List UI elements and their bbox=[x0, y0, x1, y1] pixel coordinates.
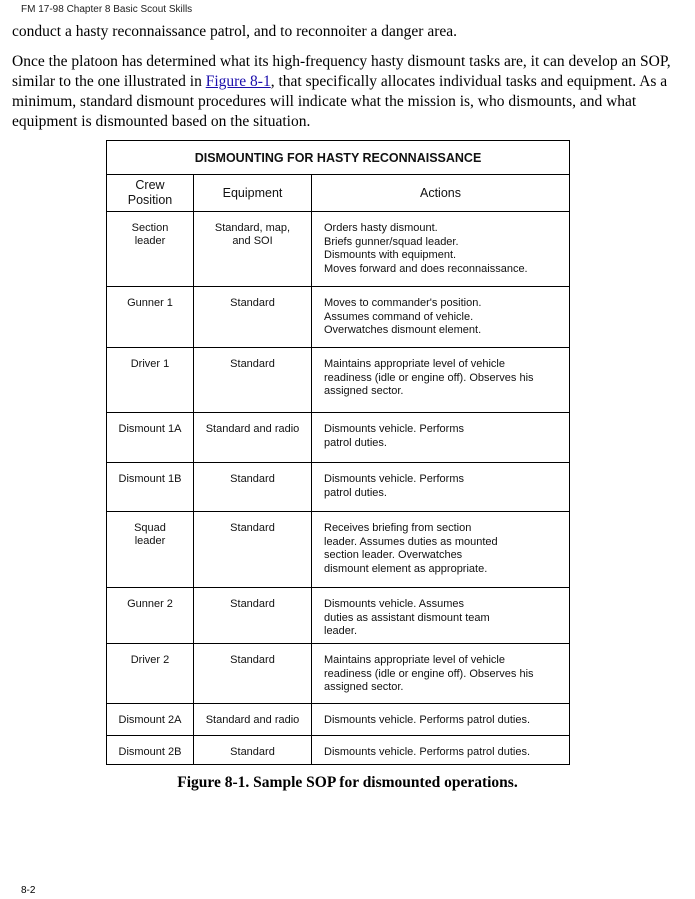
crew-position-cell-text: Driver 2 bbox=[130, 654, 170, 666]
running-header: FM 17-98 Chapter 8 Basic Scout Skills bbox=[21, 4, 193, 15]
equipment-cell-text: Standard bbox=[230, 654, 275, 666]
crew-position-cell bbox=[107, 463, 194, 512]
actions-cell bbox=[312, 512, 570, 588]
actions-cell-text: Maintains appropriate level of vehicle readiness (idle or engine off). Observes his assigned sector. bbox=[324, 358, 534, 397]
actions-cell-text: Moves to commander's position. Assumes command of vehicle. Overwatches dismount element. bbox=[324, 297, 482, 336]
equipment-cell bbox=[194, 704, 312, 736]
actions-cell bbox=[312, 463, 570, 512]
equipment-cell-text: Standard and radio bbox=[205, 714, 300, 726]
equipment-cell bbox=[194, 212, 312, 287]
crew-position-cell bbox=[107, 512, 194, 588]
actions-cell-text: Dismounts vehicle. Performs patrol duties. bbox=[324, 714, 531, 726]
table-row bbox=[107, 413, 570, 463]
equipment-cell bbox=[194, 348, 312, 413]
equipment-cell-text: Standard and radio bbox=[205, 423, 300, 435]
equipment-cell-text: Standard, map, and SOI bbox=[214, 222, 291, 247]
crew-position-cell bbox=[107, 588, 194, 644]
equipment-cell-text: Standard bbox=[230, 358, 275, 370]
table-row bbox=[107, 212, 570, 287]
table-row bbox=[107, 736, 570, 765]
crew-position-cell-text: Section leader bbox=[131, 222, 169, 247]
header-equipment: Equipment bbox=[194, 175, 312, 212]
crew-position-cell-text: Driver 1 bbox=[130, 358, 170, 370]
actions-cell-text: Receives briefing from section leader. Assumes duties as mounted section leader. Overwatches dismount element as appropriate. bbox=[324, 522, 498, 575]
equipment-cell-text: Standard bbox=[230, 746, 275, 758]
header-crew-position-label: Crew Position bbox=[127, 178, 173, 207]
actions-cell bbox=[312, 413, 570, 463]
crew-position-cell-text: Gunner 1 bbox=[127, 297, 173, 309]
actions-cell bbox=[312, 588, 570, 644]
crew-position-cell-text: Dismount 2A bbox=[118, 714, 182, 726]
crew-position-cell bbox=[107, 704, 194, 736]
actions-cell bbox=[312, 348, 570, 413]
crew-position-cell bbox=[107, 287, 194, 348]
paragraph-text-before: Once the platoon has determined what its high-frequency hasty dismount tasks are, it can develop an SOP, similar to the one illustrated in bbox=[12, 53, 671, 90]
table-row bbox=[107, 463, 570, 512]
table-row bbox=[107, 287, 570, 348]
crew-position-cell bbox=[107, 348, 194, 413]
figure-link[interactable]: Figure 8-1 bbox=[205, 73, 271, 90]
actions-cell-text: Dismounts vehicle. Performs patrol duties. bbox=[324, 746, 531, 758]
sop-table bbox=[106, 140, 570, 765]
crew-position-cell bbox=[107, 212, 194, 287]
equipment-cell bbox=[194, 512, 312, 588]
equipment-cell-text: Standard bbox=[230, 473, 275, 485]
equipment-cell bbox=[194, 413, 312, 463]
figure-caption: Figure 8-1. Sample SOP for dismounted operations. bbox=[177, 774, 518, 791]
crew-position-cell bbox=[107, 413, 194, 463]
equipment-cell-text: Standard bbox=[230, 297, 275, 309]
equipment-cell bbox=[194, 287, 312, 348]
crew-position-cell-text: Squad leader bbox=[134, 522, 166, 547]
actions-cell-text: Orders hasty dismount. Briefs gunner/squad leader. Dismounts with equipment. Moves forward and does reconnaissance. bbox=[324, 222, 528, 275]
equipment-cell-text: Standard bbox=[230, 598, 275, 610]
paragraph-text-after: , that specifically allocates individual tasks and equipment. As a minimum, standard dismount procedures will indicate what the mission is, who dismounts, and what equipment is dismounted based on the situation. bbox=[12, 73, 668, 130]
crew-position-cell-text: Gunner 2 bbox=[127, 598, 173, 610]
actions-cell bbox=[312, 212, 570, 287]
crew-position-cell bbox=[107, 644, 194, 704]
actions-cell bbox=[312, 644, 570, 704]
actions-cell-text: Dismounts vehicle. Performs patrol duties. bbox=[324, 473, 464, 499]
header-crew-position bbox=[107, 175, 194, 212]
table-row bbox=[107, 348, 570, 413]
actions-cell bbox=[312, 704, 570, 736]
equipment-cell bbox=[194, 736, 312, 765]
actions-cell-text: Dismounts vehicle. Assumes duties as assistant dismount team leader. bbox=[324, 598, 490, 637]
table-row bbox=[107, 512, 570, 588]
crew-position-cell-text: Dismount 1B bbox=[118, 473, 182, 485]
table-row bbox=[107, 704, 570, 736]
crew-position-cell bbox=[107, 736, 194, 765]
table-row bbox=[107, 644, 570, 704]
crew-position-cell-text: Dismount 1A bbox=[118, 423, 182, 435]
paragraph-sop bbox=[12, 52, 682, 132]
actions-cell bbox=[312, 287, 570, 348]
table-title: DISMOUNTING FOR HASTY RECONNAISSANCE bbox=[107, 141, 570, 175]
equipment-cell-text: Standard bbox=[230, 522, 275, 534]
page-number: 8-2 bbox=[21, 885, 36, 896]
table-row bbox=[107, 588, 570, 644]
equipment-cell bbox=[194, 588, 312, 644]
table-body bbox=[107, 212, 570, 765]
paragraph-continuation: conduct a hasty reconnaissance patrol, and to reconnoiter a danger area. bbox=[12, 23, 457, 40]
actions-cell-text: Dismounts vehicle. Performs patrol duties. bbox=[324, 423, 464, 449]
equipment-cell bbox=[194, 644, 312, 704]
header-actions: Actions bbox=[312, 175, 570, 212]
crew-position-cell-text: Dismount 2B bbox=[118, 746, 182, 758]
actions-cell bbox=[312, 736, 570, 765]
equipment-cell bbox=[194, 463, 312, 512]
actions-cell-text: Maintains appropriate level of vehicle readiness (idle or engine off). Observes his assigned sector. bbox=[324, 654, 534, 693]
